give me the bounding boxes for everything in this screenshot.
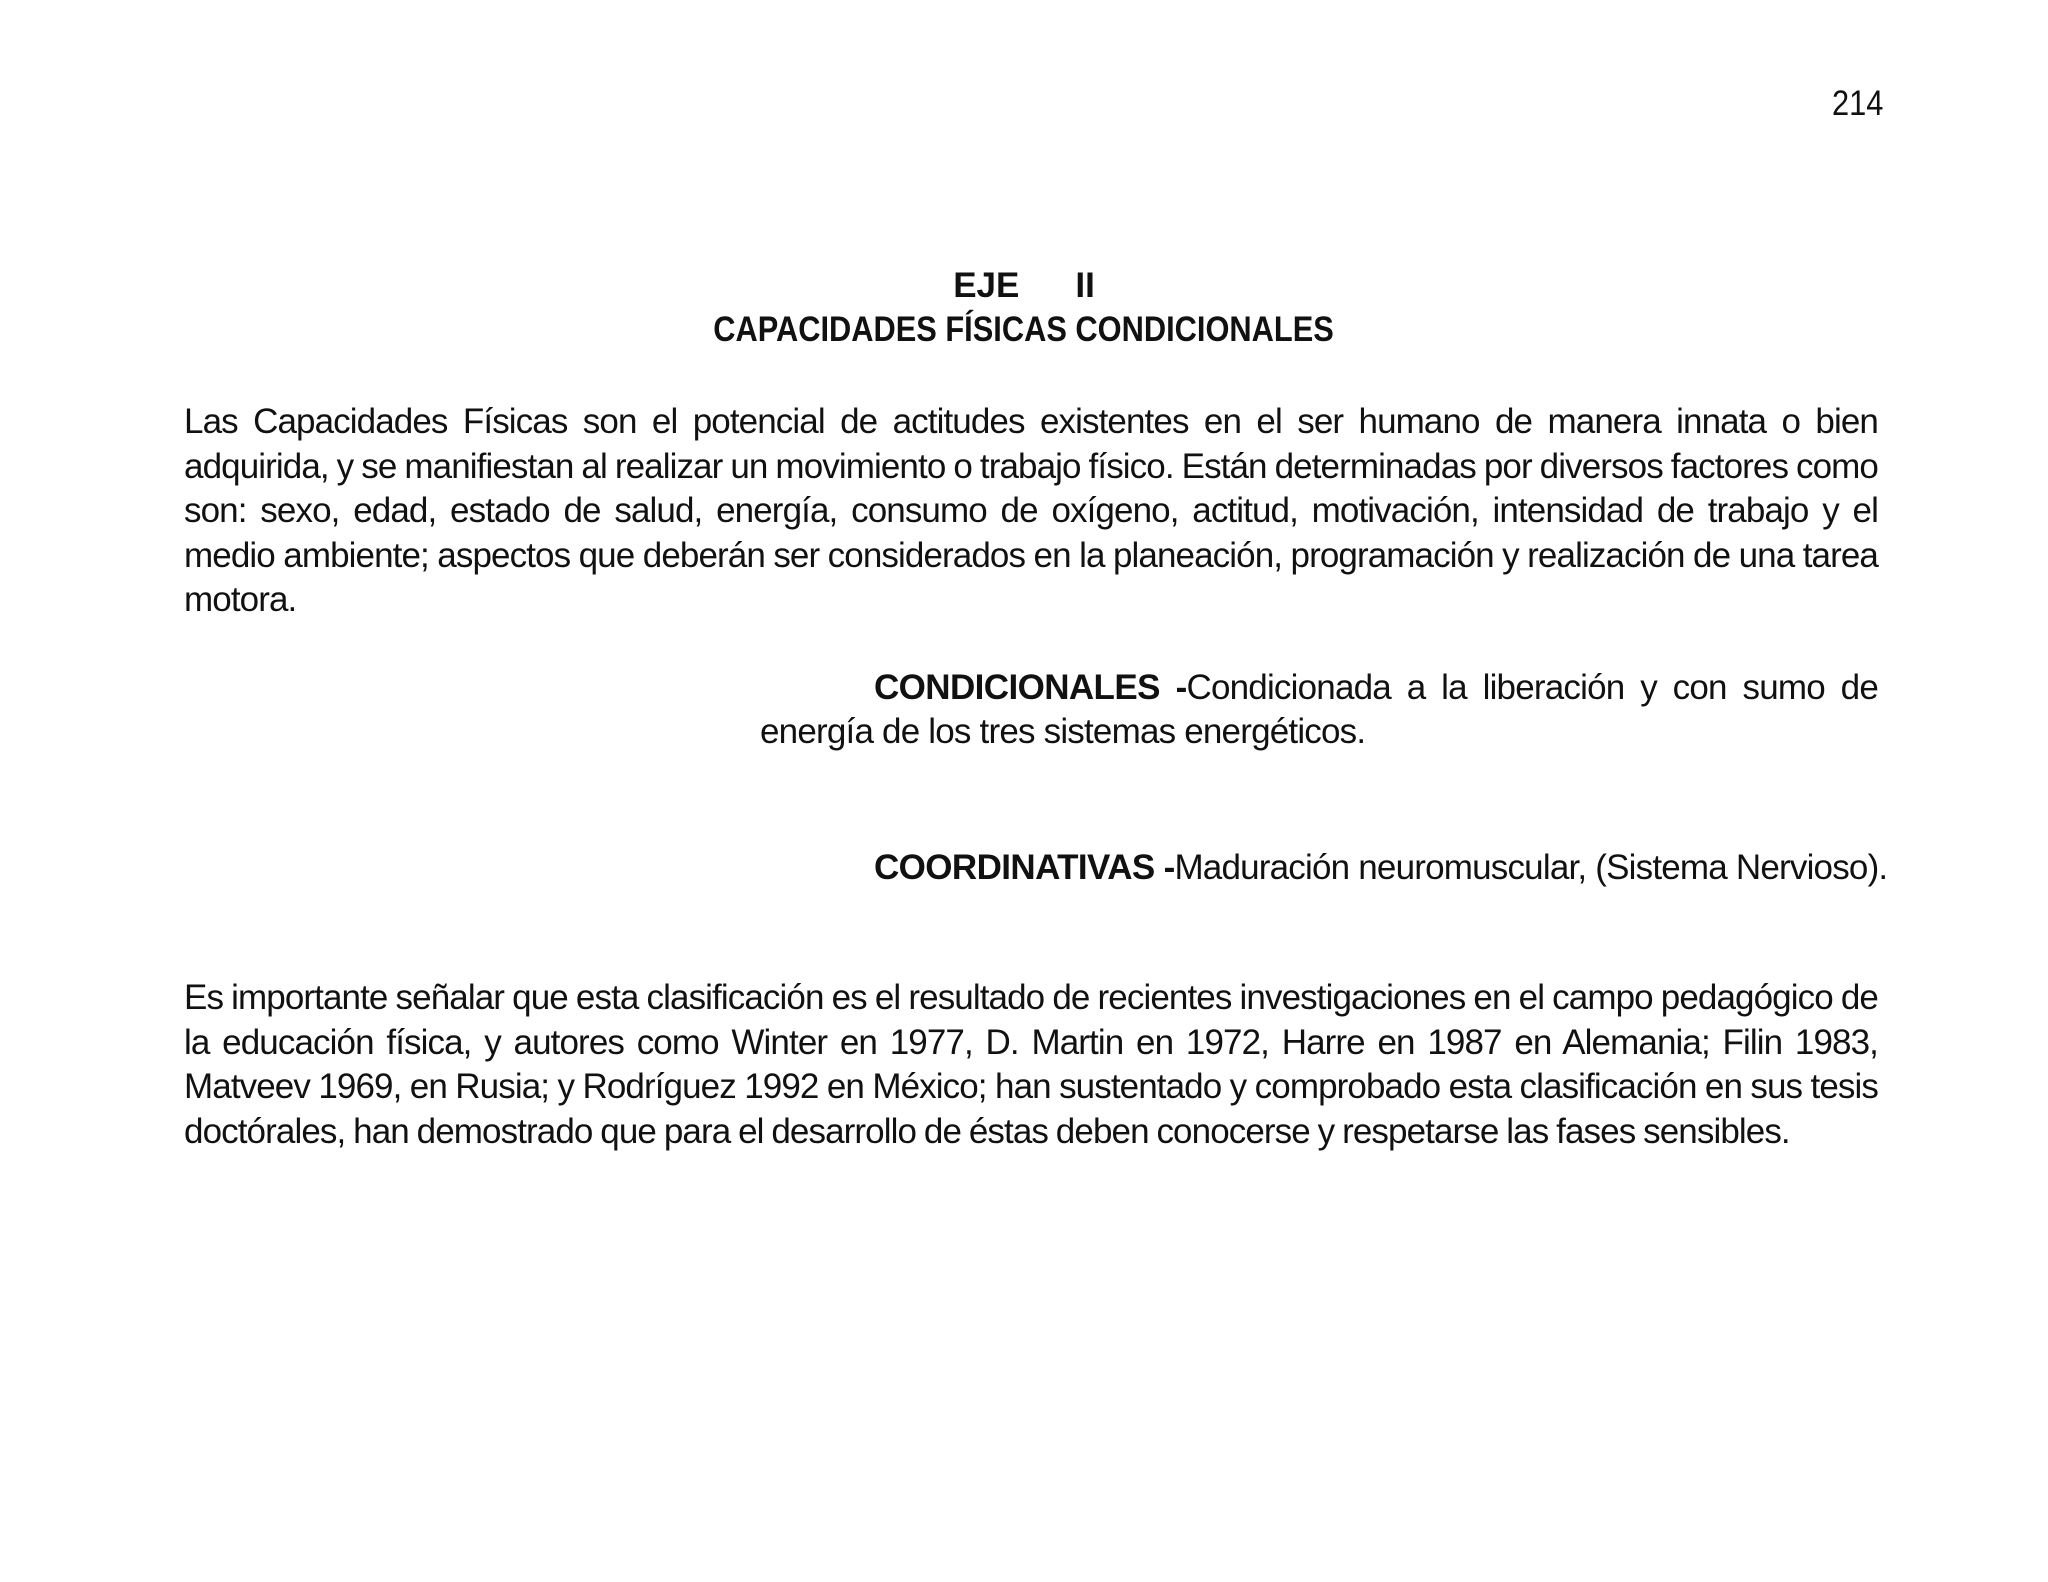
definition-text: Condicionada a la liberación y con sumo de bbox=[1186, 668, 1878, 707]
intro-paragraph: Las Capacidades Físicas son el potencial de actitudes existentes en el ser humano de manera innata o bien adquirida, y se manifiestan al realizar un movimiento o trabajo físico. Están determinadas por diversos factores como son: sexo, edad, estado de salud, energía, consumo de oxígeno, actitud, motivación, intensidad de trabajo y el medio ambiente; aspectos que deberán ser considerados en la planeación, programación y realización de una tarea motora. bbox=[184, 402, 1878, 619]
section-title: CAPACIDADES FÍSICAS CONDICIONALES bbox=[713, 310, 1334, 349]
section-heading bbox=[0, 264, 2048, 308]
definition-dash: - bbox=[1175, 668, 1187, 707]
definition-text: Maduración neuromuscular, (Sistema Nervioso). bbox=[1174, 848, 1888, 887]
definition-condicionales-continuation: energía de los tres sistemas energéticos. bbox=[760, 712, 1366, 751]
definition-term: CONDICIONALES bbox=[874, 668, 1160, 707]
definition-coordinativas bbox=[874, 846, 1887, 890]
definition-dash: - bbox=[1163, 848, 1175, 887]
closing-paragraph: Es importante señalar que esta clasificación es el resultado de recientes investigaciones en el campo pedagógico de la educación física, y autores como Winter en 1977, D. Martin en 1972, Harre en 1987 en Alemania; Filin 1983, Matveev 1969, en Rusia; y Rodríguez 1992 en México; han sustentado y comprobado esta clasificación en sus tesis doctórales, han demostrado que para el desarrollo de éstas deben conocerse y respetarse las fases sensibles. bbox=[184, 978, 1878, 1151]
definition-term: COORDINATIVAS bbox=[874, 848, 1155, 887]
page-number: 214 bbox=[1831, 84, 1883, 123]
section-numeral: II bbox=[1075, 266, 1095, 305]
definition-condicionales bbox=[874, 666, 1878, 710]
section-label: EJE bbox=[953, 266, 1020, 305]
